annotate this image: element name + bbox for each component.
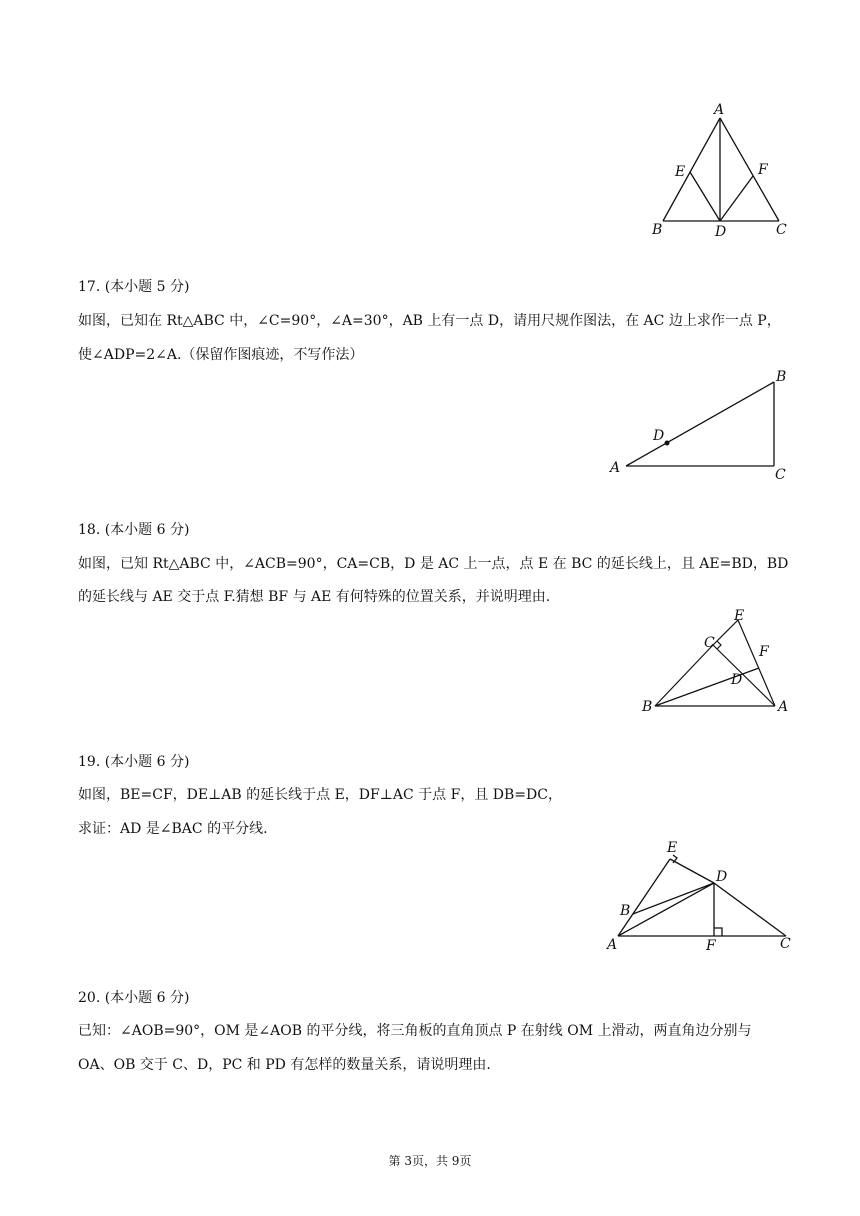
fig18-label-d: D (731, 672, 743, 688)
fig19-label-a: A (607, 937, 618, 953)
fig18-label-a: A (778, 699, 789, 715)
q18-line-1: 如图，已知 Rt△ABC 中，∠ACB=90°，CA=CB，D 是 AC 上一点，点 E 在 BC 的延长线上，且 AE=BD，BD (78, 556, 789, 572)
fig16-label-c: C (776, 222, 787, 238)
q18-title: 18. (本小题 6 分) (78, 522, 190, 538)
figure-q19 (600, 835, 800, 955)
fig18-label-c: C (704, 635, 715, 651)
figure-q17 (600, 360, 800, 485)
fig16-label-a: A (714, 102, 725, 118)
fig19-label-f: F (706, 938, 716, 954)
fig16-label-e: E (675, 164, 686, 180)
page-footer: 第 3页，共 9页 (388, 1154, 472, 1168)
fig19-label-c: C (780, 936, 791, 952)
fig17-label-b: B (776, 369, 787, 385)
q17-line-2: 使∠ADP=2∠A.（保留作图痕迹，不写作法） (78, 347, 364, 363)
fig17-label-a: A (610, 460, 621, 476)
fig19-label-e: E (667, 840, 678, 856)
figure-q18 (630, 600, 810, 725)
fig18-label-e: E (734, 608, 745, 624)
q20-title: 20. (本小题 6 分) (78, 990, 190, 1006)
figure-q16 (640, 100, 810, 245)
fig19-label-b: B (620, 903, 631, 919)
q19-line-2: 求证：AD 是∠BAC 的平分线. (78, 821, 268, 837)
fig16-label-b: B (652, 222, 663, 238)
q20-line-1: 已知：∠AOB=90°，OM 是∠AOB 的平分线，将三角板的直角顶点 P 在射线 OM 上滑动，两直角边分别与 (78, 1023, 752, 1039)
q17-title: 17. (本小题 5 分) (78, 279, 190, 295)
q19-title: 19. (本小题 6 分) (78, 754, 190, 770)
fig17-label-d: D (653, 428, 665, 444)
q17-line-1: 如图，已知在 Rt△ABC 中，∠C=90°，∠A=30°，AB 上有一点 D，请用尺规作图法，在 AC 边上求作一点 P， (78, 313, 781, 329)
fig16-label-f: F (758, 162, 768, 178)
q19-line-1: 如图，BE=CF，DE⊥AB 的延长线于点 E，DF⊥AC 于点 F，且 DB=DC， (78, 787, 562, 803)
fig17-label-c: C (775, 467, 786, 483)
q20-line-2: OA、OB 交于 C、D，PC 和 PD 有怎样的数量关系，请说明理由. (78, 1057, 491, 1073)
fig18-label-b: B (642, 699, 653, 715)
fig16-label-d: D (715, 224, 727, 240)
fig19-label-d: D (716, 869, 728, 885)
fig18-label-f: F (759, 644, 769, 660)
q18-line-2: 的延长线与 AE 交于点 F.猜想 BF 与 AE 有何特殊的位置关系，并说明理由. (78, 589, 551, 605)
